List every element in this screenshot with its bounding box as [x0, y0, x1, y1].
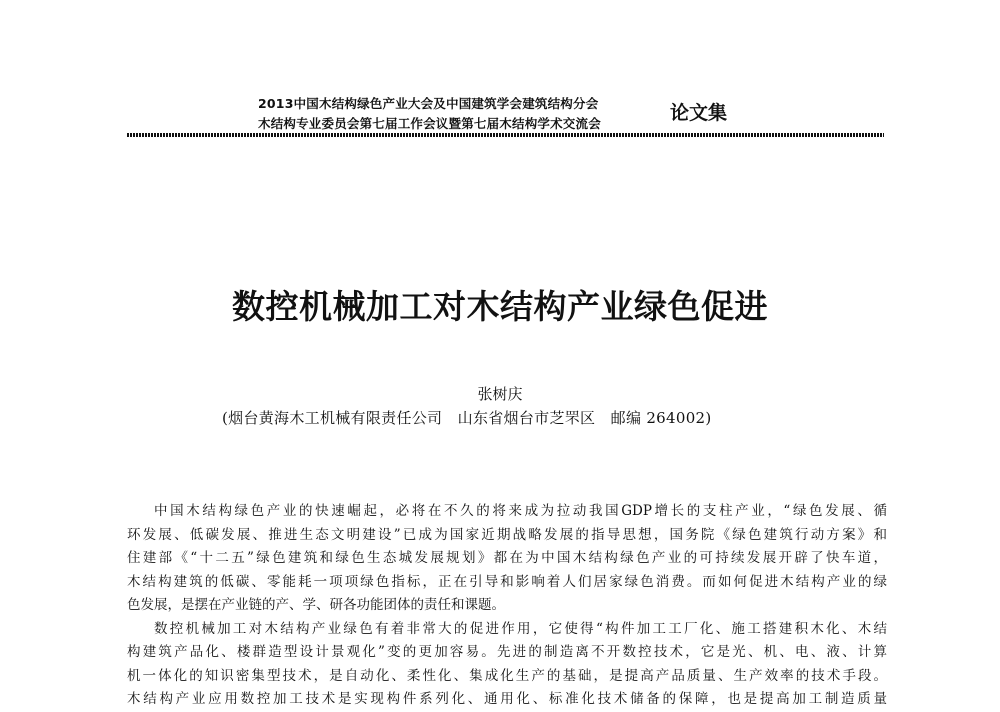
body-line: 中国木结构绿色产业的快速崛起，必将在不久的将来成为拉动我国GDP增长的支柱产业，“绿色发展、循	[154, 503, 887, 519]
body-line: 机一体化的知识密集型技术，是自动化、柔性化、集成化生产的基础，是提高产品质量、生产效率的技术手段。	[127, 667, 887, 684]
author-affiliation: (烟台黄海木工机械有限责任公司 山东省烟台市芝罘区 邮编 264002)	[222, 409, 712, 427]
body-line: 木结构建筑的低碳、零能耗一项项绿色指标，正在引导和影响着人们居家绿色消费。而如何促进木结构产业的绿	[127, 573, 887, 590]
body-text	[127, 500, 887, 712]
header-divider	[127, 133, 884, 137]
body-line: 色发展，是摆在产业链的产、学、研各功能团体的责任和课题。	[127, 597, 505, 613]
body-line: 构建筑产品化、楼群造型设计景观化”变的更加容易。先进的制造离不开数控技术，它是光、机、电、液、计算	[127, 644, 887, 660]
header-line-2: 木结构专业委员会第七届工作会议暨第七届木结构学术交流会	[258, 116, 601, 131]
body-line: 数控机械加工对木结构产业绿色有着非常大的促进作用，它使得“构件加工工厂化、施工搭建积木化、木结	[154, 620, 887, 637]
proceedings-header	[258, 94, 658, 134]
header-line-1: 2013中国木结构绿色产业大会及中国建筑学会建筑结构分会	[258, 96, 599, 111]
body-line: 环发展、低碳发展、推进生态文明建设”已成为国家近期战略发展的指导思想，国务院《绿色建筑行动方案》和	[127, 526, 887, 543]
body-line: 住建部《“十二五”绿色建筑和绿色生态城发展规划》都在为中国木结构绿色产业的可持续发展开辟了快车道，	[127, 550, 887, 566]
proceedings-tag: 论文集	[670, 102, 728, 124]
author-name: 张树庆	[477, 385, 523, 403]
paper-title: 数控机械加工对木结构产业绿色促进	[232, 287, 768, 326]
body-line: 木结构产业应用数控加工技术是实现构件系列化、通用化、标准化技术储备的保障，也是提高加工制造质量	[127, 691, 887, 707]
